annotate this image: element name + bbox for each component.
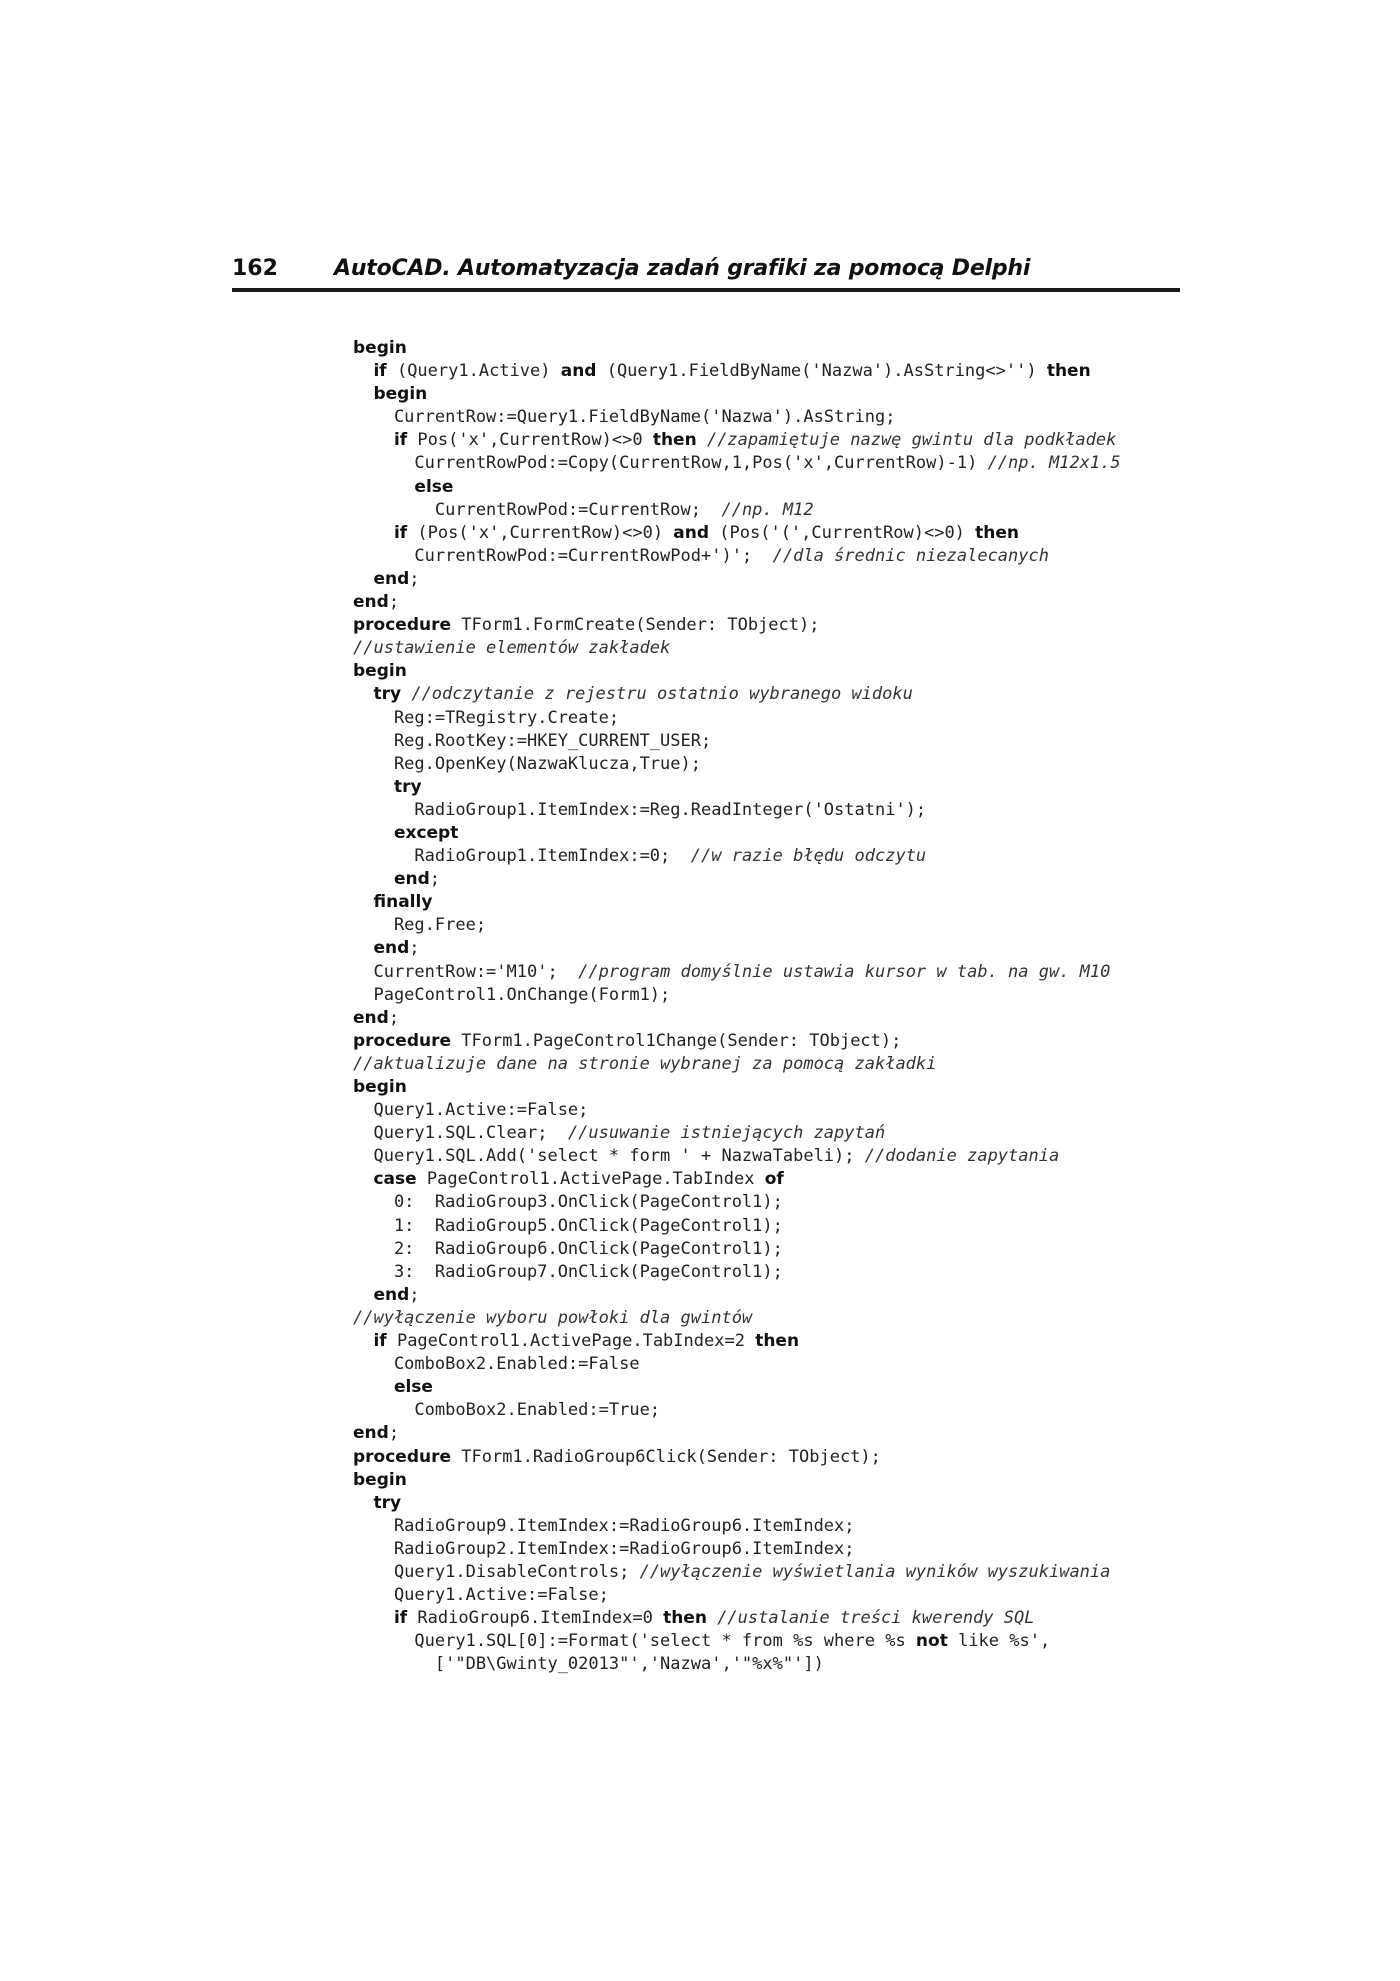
code-keyword: of [764, 1169, 784, 1190]
code-keyword: end [373, 568, 410, 589]
code-keyword: procedure [353, 615, 452, 636]
code-line [353, 1284, 1153, 1307]
code-text: CurrentRowPod:=Copy(CurrentRow,1,Pos('x',CurrentRow)-1) [353, 453, 988, 474]
code-text: like %s', [947, 1631, 1051, 1652]
code-line [353, 1238, 1153, 1261]
code-text: Query1.SQL.Add('select * form ' + NazwaTabeli); [353, 1146, 865, 1167]
code-line [353, 1191, 1153, 1214]
code-text: CurrentRow:=Query1.FieldByName('Nazwa').AsString; [353, 407, 896, 428]
code-text: TForm1.RadioGroup6Click(Sender: TObject); [451, 1446, 881, 1467]
code-text: ['"DB\Gwinty_02013"','Nazwa','"%x%"']) [353, 1654, 824, 1675]
code-text: Query1.SQL.Clear; [353, 1123, 568, 1144]
code-line [353, 1215, 1153, 1238]
code-keyword: try [373, 684, 402, 705]
code-text [353, 1331, 373, 1351]
code-keyword: end [393, 869, 430, 890]
code-line [353, 1168, 1153, 1191]
code-text: 2: RadioGroup6.OnClick(PageControl1); [353, 1238, 783, 1259]
code-text [353, 777, 394, 797]
code-line [353, 522, 1153, 545]
code-text [353, 684, 373, 704]
code-line [353, 1630, 1153, 1653]
code-keyword: if [393, 430, 408, 451]
code-comment: //dla średnic niezalecanych [772, 545, 1049, 566]
code-line [353, 1099, 1153, 1122]
code-line [353, 1607, 1153, 1630]
code-text: Reg.RootKey:=HKEY_CURRENT_USER; [353, 730, 712, 751]
code-line [353, 1561, 1153, 1584]
code-keyword: try [373, 1492, 402, 1513]
code-text [353, 892, 373, 912]
code-keyword: begin [353, 338, 407, 358]
code-text [707, 1608, 717, 1628]
code-comment: //wyłączenie wyboru powłoki dla gwintów [353, 1307, 753, 1328]
code-text [401, 684, 411, 704]
code-keyword: then [975, 522, 1020, 543]
code-line [353, 1330, 1153, 1353]
code-line [353, 1353, 1153, 1376]
code-line [353, 545, 1153, 568]
code-comment: //ustalanie treści kwerendy SQL [717, 1608, 1035, 1629]
code-keyword: begin [373, 384, 428, 405]
code-text [353, 1377, 394, 1397]
code-line [353, 937, 1153, 960]
code-text [353, 823, 394, 843]
code-comment: //zapamiętuje nazwę gwintu dla podkładek [706, 430, 1117, 451]
code-keyword: procedure [353, 1446, 452, 1467]
code-line [353, 452, 1153, 475]
code-text: ComboBox2.Enabled:=True; [353, 1400, 661, 1421]
code-line [353, 845, 1153, 868]
code-comment: //usuwanie istniejących zapytań [567, 1123, 886, 1144]
code-line [353, 1446, 1153, 1469]
code-keyword: then [663, 1608, 707, 1629]
code-line [353, 660, 1153, 683]
code-text: TForm1.FormCreate(Sender: TObject); [451, 615, 820, 636]
code-line [353, 337, 1153, 360]
code-text: ; [409, 938, 420, 959]
code-line [353, 914, 1153, 937]
code-comment: //np. M12x1.5 [987, 453, 1121, 474]
code-text: 3: RadioGroup7.OnClick(PageControl1); [353, 1261, 783, 1282]
code-line [353, 1007, 1153, 1030]
code-comment: //odczytanie z rejestru ostatnio wybranego widoku [411, 684, 913, 705]
code-text [353, 1169, 373, 1189]
running-header [232, 254, 1180, 294]
code-keyword: try [393, 776, 422, 797]
code-text: CurrentRow:='M10'; [353, 961, 579, 982]
code-text: RadioGroup9.ItemIndex:=RadioGroup6.ItemIndex; [353, 1515, 855, 1536]
code-text: (Query1.FieldByName('Nazwa').AsString<>'') [596, 361, 1047, 382]
book-title: AutoCAD. Automatyzacja zadań grafiki za pomocą Delphi [334, 256, 1031, 281]
code-line [353, 776, 1153, 799]
code-text: Query1.SQL[0]:=Format('select * from %s where %s [353, 1631, 916, 1652]
code-line [353, 753, 1153, 776]
code-keyword: and [560, 361, 597, 382]
code-text: 0: RadioGroup3.OnClick(PageControl1); [353, 1192, 783, 1213]
code-line [353, 891, 1153, 914]
code-comment: //ustawienie elementów zakładek [353, 638, 671, 659]
code-line [353, 961, 1153, 984]
code-keyword: if [393, 1608, 408, 1629]
code-comment: //program domyślnie ustawia kursor w tab. na gw. M10 [578, 961, 1111, 982]
code-keyword: begin [353, 661, 407, 682]
code-keyword: finally [373, 892, 433, 913]
code-text: ; [388, 1423, 400, 1444]
code-line [353, 822, 1153, 845]
code-text: (Query1.Active) [386, 361, 561, 382]
code-text: ; [409, 568, 420, 589]
code-text [353, 1608, 394, 1628]
code-line [353, 1261, 1153, 1284]
code-line [353, 360, 1153, 383]
code-line [353, 406, 1153, 429]
code-line [353, 1030, 1153, 1053]
code-keyword: end [353, 592, 389, 613]
code-keyword: if [373, 1331, 387, 1352]
code-line [353, 1492, 1153, 1515]
code-text [353, 430, 394, 450]
code-line [353, 476, 1153, 499]
code-keyword: if [393, 522, 408, 543]
code-text: CurrentRowPod:=CurrentRow; [353, 499, 722, 520]
code-text: 1: RadioGroup5.OnClick(PageControl1); [353, 1215, 783, 1236]
code-keyword: not [915, 1631, 948, 1652]
code-text [353, 523, 394, 543]
code-line [353, 429, 1153, 452]
code-text: Query1.DisableControls; [353, 1561, 640, 1582]
code-text: RadioGroup2.ItemIndex:=RadioGroup6.ItemIndex; [353, 1538, 855, 1559]
code-text: ; [388, 592, 400, 613]
code-keyword: procedure [353, 1030, 452, 1051]
code-text: TForm1.PageControl1Change(Sender: TObject); [451, 1030, 902, 1051]
code-text [697, 430, 707, 450]
code-keyword: end [373, 938, 410, 959]
code-comment: //dodanie zapytania [864, 1146, 1060, 1167]
header-rule [232, 288, 1180, 292]
code-line [353, 499, 1153, 522]
code-keyword: end [373, 1284, 410, 1305]
code-comment: //aktualizuje dane na stronie wybranej za pomocą zakładki [353, 1053, 937, 1074]
code-text: Reg.Free; [353, 915, 487, 936]
code-keyword: then [1046, 361, 1091, 382]
code-keyword: then [652, 430, 697, 451]
code-line [353, 1145, 1153, 1168]
code-text [353, 869, 394, 889]
code-text: Pos('x',CurrentRow)<>0 [407, 430, 653, 451]
code-text: PageControl1.ActivePage.TabIndex=2 [386, 1331, 756, 1352]
code-keyword: else [414, 476, 454, 497]
code-keyword: else [393, 1377, 433, 1398]
code-keyword: case [373, 1169, 417, 1190]
code-comment: //np. M12 [721, 499, 814, 520]
code-text [353, 1493, 373, 1513]
code-line [353, 1122, 1153, 1145]
code-line [353, 614, 1153, 637]
code-text: RadioGroup1.ItemIndex:=Reg.ReadInteger('Ostatni'); [353, 799, 927, 820]
code-text [353, 384, 373, 404]
code-text: ; [409, 1284, 420, 1305]
code-text [353, 938, 373, 958]
code-line [353, 1515, 1153, 1538]
code-line [353, 1422, 1153, 1445]
code-text [353, 569, 373, 589]
code-keyword: begin [353, 1469, 407, 1490]
code-line [353, 1538, 1153, 1561]
code-line [353, 637, 1153, 660]
code-line [353, 1076, 1153, 1099]
code-keyword: except [393, 822, 459, 843]
code-text: PageControl1.ActivePage.TabIndex [416, 1169, 765, 1190]
page-number: 162 [232, 256, 278, 281]
code-line [353, 1399, 1153, 1422]
code-text: ComboBox2.Enabled:=False [353, 1354, 640, 1375]
code-text [353, 1285, 373, 1305]
code-line [353, 383, 1153, 406]
code-line [353, 591, 1153, 614]
code-line [353, 799, 1153, 822]
code-line [353, 1376, 1153, 1399]
code-line [353, 730, 1153, 753]
code-keyword: end [353, 1423, 389, 1444]
code-line [353, 1584, 1153, 1607]
code-text: Reg.OpenKey(NazwaKlucza,True); [353, 753, 701, 774]
code-text: (Pos('(',CurrentRow)<>0) [709, 522, 976, 543]
code-text: CurrentRowPod:=CurrentRowPod+')'; [353, 545, 773, 566]
code-text: ; [388, 1007, 400, 1028]
code-line [353, 1653, 1153, 1676]
code-keyword: begin [353, 1077, 407, 1097]
code-text [353, 361, 373, 381]
code-line [353, 683, 1153, 706]
code-line [353, 1469, 1153, 1492]
code-text: (Pos('x',CurrentRow)<>0) [407, 522, 674, 543]
code-text: Query1.Active:=False; [353, 1100, 589, 1121]
code-line [353, 1053, 1153, 1076]
code-text [353, 477, 414, 497]
code-listing [353, 337, 1153, 1676]
code-comment: //w razie błędu odczytu [690, 846, 927, 867]
code-comment: //wyłączenie wyświetlania wyników wyszukiwania [639, 1561, 1111, 1582]
code-text: Reg:=TRegistry.Create; [353, 707, 620, 728]
code-line [353, 1307, 1153, 1330]
code-line [353, 707, 1153, 730]
code-keyword: if [373, 361, 387, 382]
code-text: PageControl1.OnChange(Form1); [353, 984, 671, 1005]
code-text: ; [429, 869, 441, 890]
code-keyword: then [755, 1331, 800, 1352]
code-text: Query1.Active:=False; [353, 1585, 609, 1606]
code-line [353, 868, 1153, 891]
code-keyword: end [353, 1007, 389, 1028]
code-line [353, 984, 1153, 1007]
code-line [353, 568, 1153, 591]
code-text: RadioGroup6.ItemIndex=0 [407, 1608, 664, 1629]
code-keyword: and [673, 522, 710, 543]
code-text: RadioGroup1.ItemIndex:=0; [353, 846, 691, 867]
